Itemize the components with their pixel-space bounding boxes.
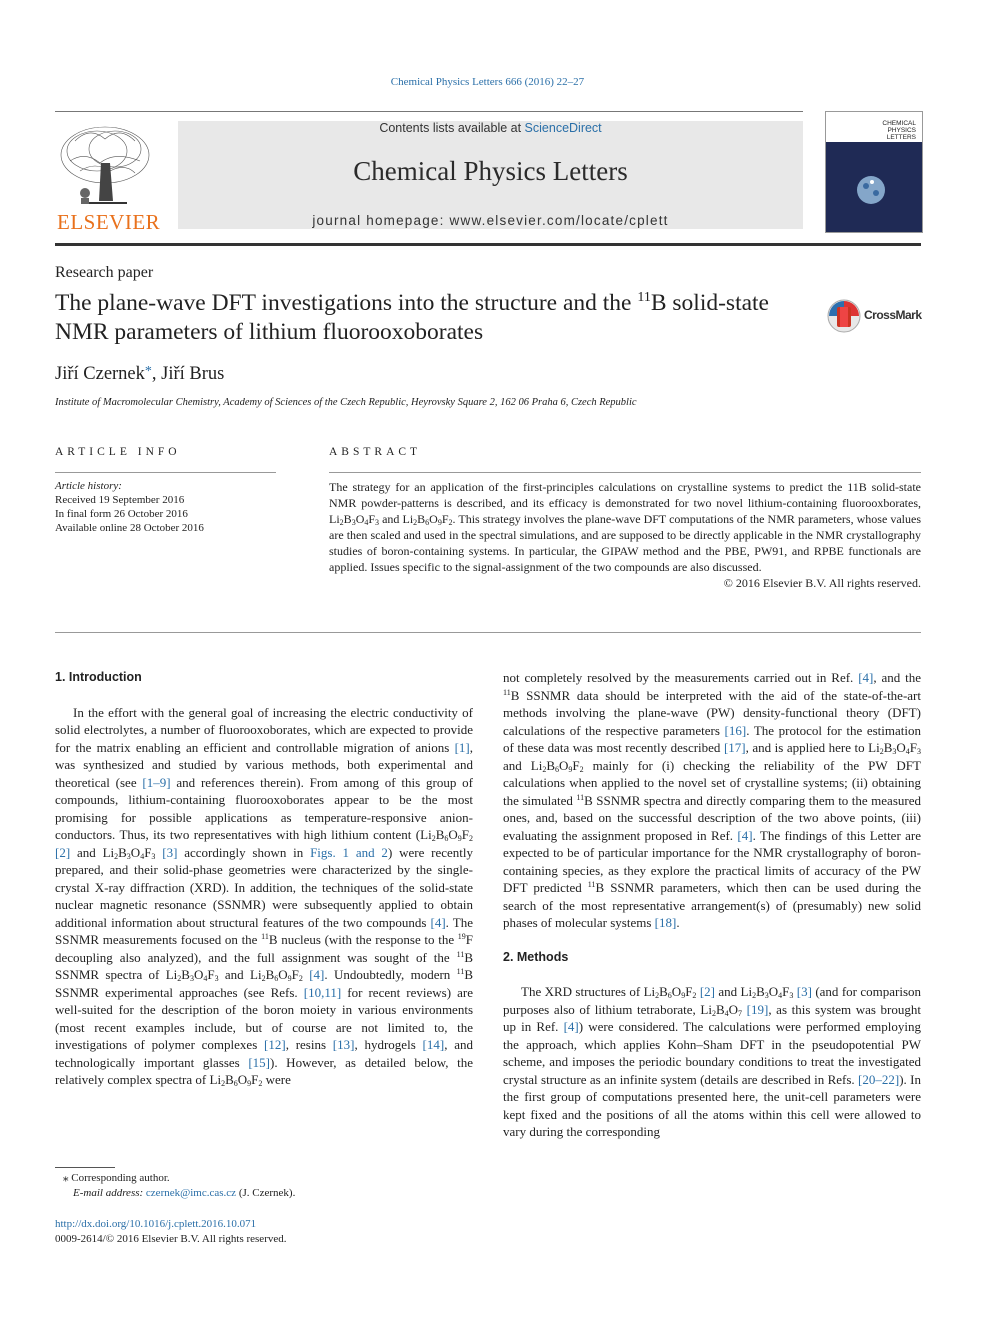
formula-li2b3o4f3: $Li_2B_3O_4F_3$ <box>868 740 921 756</box>
contents-prefix: Contents lists available at <box>379 121 525 135</box>
ref-link[interactable]: [1–9] <box>142 774 171 790</box>
title-sup: 11 <box>637 290 651 305</box>
history-label: Article history: <box>55 480 122 492</box>
author-separator: , <box>151 364 162 384</box>
formula-li2b6o9f2: $Li_2B_6O_9F_2$ <box>250 967 303 983</box>
crossmark-icon <box>826 298 862 334</box>
footnote <box>55 1171 295 1201</box>
author-1[interactable]: Jiří Czernek <box>55 364 145 384</box>
formula-li2b6o9f2: $Li_2B_6O_9F_2$ <box>530 757 584 774</box>
title-part: B solid-state NMR parameters of lithium fluorooxoborates <box>55 290 769 345</box>
ref-link[interactable]: [4] <box>858 670 874 685</box>
ref-link[interactable]: [4] <box>563 1019 579 1034</box>
ref-link[interactable]: [18] <box>654 915 677 930</box>
formula-li2b3o4f3: $Li_2B_3O_4F_3$ <box>329 512 380 527</box>
article-info-heading: ARTICLE INFO <box>55 446 181 458</box>
elsevier-tree-icon <box>55 121 155 209</box>
title-part: The plane-wave DFT investigations into the structure and the <box>55 290 638 316</box>
abstract-text: and <box>379 512 403 526</box>
ref-link[interactable]: [3] <box>162 844 178 860</box>
section-heading-introduction: 1. Introduction <box>55 670 142 684</box>
ref-link[interactable]: [3] <box>796 984 812 999</box>
cover-title: CHEMICAL PHYSICS LETTERS <box>882 120 916 141</box>
page-footer <box>55 1217 287 1247</box>
elsevier-wordmark: ELSEVIER <box>57 210 161 234</box>
abstract-heading: ABSTRACT <box>329 446 422 458</box>
intro-paragraph: In the effort with the general goal of increasing the electric conductivity of solid electrolytes, a number of fluorooxoborates, which are expected to provide for the matrix enabling an efficient and controllable migration of anions [1], was synthesized and studied by various methods, both experimental and theoretical (see [1–9] and references therein). From among of this group of compounds, lithium-containing fluorooxoborates appear to be the most promising for possible applications as temperature-responsive anion-conductors. Thus, its two representatives with high lithium content ($Li_2B_6O_9F_2$ [2] and $Li_2B_3O_4F_3$ [3] accordingly shown in Figs. 1 and 2) were recently prepared, and their solid-phase geometries were characterized by the single-crystal X-ray diffraction (XRD). In addition, the techniques of the solid-state nuclear magnetic resonance (SSNMR) were subsequently applied to obtain additional information about structural features of the two compounds [4]. The SSNMR measurements focused on the $^{11}$B nucleus (with the response to the $^{19}$F decoupling also analyzed), and the full assignment was sought of the $^{11}$B SSNMR spectra of $Li_2B_3O_4F_3$ and $Li_2B_6O_9F_2$ [4]. Undoubtedly, modern $^{11}$B SSNMR experimental approaches (see Refs. [10,11] for recent reviews) are well-suited for the description of the boron moiety in various environments (most recent examples include, but of course are not limited to, the investigations of polymer complexes [12], resins [13], hydrogels [14], and technologically important glasses [15]). However, as detailed below, the relatively complex spectra of $Li_2B_6O_9F_2$ were <box>55 704 474 1088</box>
affiliation: Institute of Macromolecular Chemistry, Academy of Sciences of the Czech Republic, Heyrovsky Square 2, 162 06 Praha 6, Czech Republic <box>55 397 637 408</box>
methods-paragraph: The XRD structures of $Li_2B_6O_9F_2$ [2] and $Li_2B_3O_4F_3$ [3] (and for comparison purposes also of lithium tetraborate, $Li_2B_4O_7$ [19], as this system was brought up in Ref. [4]) were considered. The calculations were performed employing the approach, which applies Kohn–Sham DFT in the pseudopotential PW scheme, and imposes the periodic boundary conditions to treat the investigated crystal structure as an infinite system (details are described in Refs. [20–22]). In the first group of computations presented here, the unit-cell parameters were kept fixed and the positions of all the atoms within this cell were allowed to vary during the corresponding <box>503 984 922 1139</box>
ref-link[interactable]: [19] <box>746 1001 769 1017</box>
abstract-text: The strategy for an application of the first-principles calculations on crystalline systems to predict the 11B solid-state NMR powder-patterns is described, and its efficacy is demonstrated for two novel lithium-containing fluorooxborates, <box>329 480 921 510</box>
figure-link[interactable]: Figs. 1 and 2 <box>310 844 388 860</box>
section-rule <box>55 632 921 633</box>
email-label: E-mail address: <box>73 1187 146 1199</box>
header-rule <box>55 111 803 112</box>
article-title <box>55 289 815 347</box>
ref-link[interactable]: [16] <box>724 722 747 738</box>
email-owner: (J. Czernek). <box>236 1187 296 1199</box>
ref-link[interactable]: [17] <box>723 740 746 755</box>
abstract-body <box>329 479 921 591</box>
journal-cover-thumbnail[interactable] <box>825 111 923 233</box>
abstract-copyright: © 2016 Elsevier B.V. All rights reserved. <box>723 576 921 590</box>
formula-li2b6o9f2: $Li_2B_6O_9F_2$ <box>643 984 697 1000</box>
corresponding-author-mark[interactable]: * <box>144 364 152 379</box>
revised-date: In final form 26 October 2016 <box>55 508 188 520</box>
doi-link[interactable]: http://dx.doi.org/10.1016/j.cplett.2016.10.071 <box>55 1218 257 1230</box>
intro-paragraph-continued: not completely resolved by the measurements carried out in Ref. [4], and the $^{11}$B SSNMR data should be interpreted with the aid of the state-of-the-art methods involving the plane-wave (PW) density-functional theory (DFT) calculations of the respective parameters [16]. The protocol for the estimation of these data was most recently described [17], and is applied here to $Li_2B_3O_4F_3$ and $Li_2B_6O_9F_2$ mainly for (i) checking the reliability of the PW DFT calculations when applied to the novel set of crystalline systems; (ii) obtaining the simulated $^{11}$B SSNMR spectra and directly comparing them to the measured ones, and, based on the successful description of the two above points, (iii) evaluating the assignment proposed in Ref. [4]. The findings of this Letter are expected to be of particular importance for the NMR crystallography of boron-containing species, as they explore the practical limits of accuracy of the PW DFT predicted $^{11}$B SSNMR parameters, which then can be used during the search of the most representative arrangement(s) of (presumably) new solid phases of molecular systems [18]. <box>503 670 922 930</box>
body-column-right <box>503 669 921 1141</box>
ref-link[interactable]: [14] <box>422 1037 445 1052</box>
elsevier-logo[interactable] <box>55 121 161 234</box>
abstract-rule <box>329 472 921 473</box>
article-type: Research paper <box>55 264 154 281</box>
received-date: Received 19 September 2016 <box>55 494 185 506</box>
journal-reference[interactable]: Chemical Physics Letters 666 (2016) 22–27 <box>390 76 585 88</box>
contents-line <box>178 121 803 135</box>
ref-link[interactable]: [4] <box>430 914 446 930</box>
formula-li2b3o4f3: $Li_2B_3O_4F_3$ <box>102 844 156 861</box>
ref-link[interactable]: [2] <box>55 844 71 860</box>
author-2[interactable]: Jiří Brus <box>161 364 225 384</box>
ref-link[interactable]: [10,11] <box>303 984 342 1000</box>
ref-link[interactable]: [2] <box>699 984 715 999</box>
section-heading-methods: 2. Methods <box>503 949 569 964</box>
ref-link[interactable]: [4] <box>309 967 325 982</box>
ref-link[interactable]: [12] <box>264 1037 286 1052</box>
author-list <box>55 364 224 385</box>
email-line <box>55 1186 295 1201</box>
crossmark-label: CrossMark <box>864 308 922 322</box>
journal-title: Chemical Physics Letters <box>353 156 628 186</box>
header-thick-rule <box>55 243 921 246</box>
formula-li2b3o4f3: $Li_2B_3O_4F_3$ <box>740 984 794 1000</box>
ref-link[interactable]: [15] <box>248 1054 270 1070</box>
formula-li2b3o4f3: $Li_2B_3O_4F_3$ <box>165 967 219 983</box>
formula-li2b6o9f2: $Li_2B_6O_9F_2$ <box>420 827 473 843</box>
formula-li2b4o7: $Li_2B_4O_7$ <box>700 1001 743 1018</box>
sciencedirect-link[interactable]: ScienceDirect <box>524 121 602 135</box>
cover-molecule-icon <box>846 170 896 210</box>
ref-link[interactable]: [20–22] <box>858 1071 900 1087</box>
body-column-left <box>55 669 473 1089</box>
online-date: Available online 28 October 2016 <box>55 522 204 534</box>
formula-li2b6o9f2: $Li_2B_6O_9F_2$ <box>209 1072 263 1088</box>
ref-link[interactable]: [4] <box>737 827 753 843</box>
crossmark-badge[interactable] <box>826 298 926 334</box>
corresponding-author-note: ⁎ Corresponding author. <box>63 1172 170 1184</box>
issn-line: 0009-2614/© 2016 Elsevier B.V. All rights reserved. <box>55 1233 287 1245</box>
formula-li2b6o9f2: $Li_2B_6O_9F_2$ <box>402 512 453 527</box>
article-info-rule <box>55 472 276 473</box>
ref-link[interactable]: [1] <box>454 739 470 755</box>
ref-link[interactable]: [13] <box>332 1037 355 1052</box>
email-link[interactable]: czernek@imc.cas.cz <box>145 1187 237 1199</box>
article-history <box>55 479 204 535</box>
journal-homepage[interactable]: journal homepage: www.elsevier.com/locate/cplett <box>312 213 669 228</box>
abstract-text: . This strategy involves the plane-wave DFT computations of the NMR parameters, whose values are then scaled and used in the spectral simulations, and are supposed to be directly applicable in the NMR crystallography studies of boron-containing systems. In particular, the GIPAW method and the PBE, PW91, and RPBE functionals are applied. Issues specific to the signal-assignment of the two compounds are also discussed. <box>329 512 921 574</box>
footnote-rule <box>55 1167 115 1168</box>
